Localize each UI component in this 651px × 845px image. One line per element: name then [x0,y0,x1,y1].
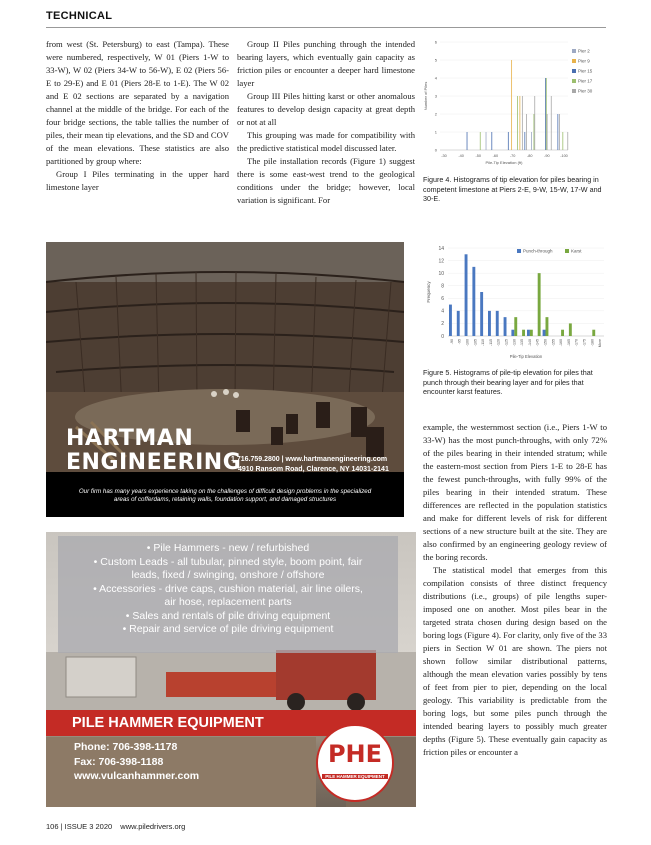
legend-swatch [572,69,576,73]
legend-label: Pier 17 [578,78,593,84]
bar [567,132,568,150]
legend-label: Pier 30 [578,88,593,94]
bar [457,311,460,336]
pile-hammer-equipment-ad[interactable] [46,532,416,807]
y-tick-label: 10 [438,270,444,277]
bar [508,132,509,150]
bar [543,330,546,336]
y-tick-label: 4 [434,75,437,81]
page-number: 106 [46,822,59,831]
section-header: TECHNICAL [46,10,113,22]
bar [551,96,552,150]
x-tick-label: -120 [496,339,501,347]
bar [562,132,563,150]
bar [511,330,514,336]
x-tick-label: -155 [551,339,556,347]
x-tick-label: -145 [535,339,540,347]
legend-label: Punch-through [523,248,553,254]
phe-logo-letters: PHE [327,740,383,768]
phe-logo-caption: PILE HAMMER EQUIPMENT [322,774,388,779]
x-tick-label: -160 [559,339,564,347]
hartman-contact[interactable]: 1.716.759.2800 | www.hartmanengineering.com [231,456,388,463]
legend-label: Pier 9 [578,58,590,64]
x-tick-label: -100 [560,154,568,158]
bar [592,330,595,336]
phe-banner-text: PILE HAMMER EQUIPMENT [72,715,264,731]
bar [559,114,560,150]
bar [467,132,468,150]
service-line: • Accessories - drive caps, cushion material, air line oilers, [93,582,363,595]
paragraph: from west (St. Petersburg) to east (Tampa). These were numbered, respectively, W 01 (Piers 1-W to 33-W), W 02 (Piers 34-W to 56-W), E 02 (Piers 56-E to 29-E) and E 01 (Piers 28-E to 1-E). The W 02 and E 02 sections are separated by a navigation channel at the middle of the bridge. For each of the four bridge sections, the table tallies the number of piles, their mean tip elevations, and the SD and COV of the mean elevations. These statistics are also partitioned by group where: [46,39,229,166]
paragraph: Group I Piles terminating in the upper hard limestone layer [46,169,229,192]
bar [504,317,507,336]
x-tick-label: -140 [527,339,532,347]
bar [517,96,518,150]
page-footer [46,822,185,831]
bar [522,96,523,150]
footer-website[interactable]: www.piledrivers.org [120,822,186,831]
bar [538,273,541,336]
service-line: leads, fixed / swinging, onshore / offshore [131,569,325,581]
header-rule [46,27,606,28]
bar [472,267,475,336]
phe-logo [316,724,394,802]
paragraph: Group III Piles hitting karst or other anomalous features to develop design capacity at great depth or not at all [237,91,415,127]
y-tick-label: 8 [441,283,444,290]
text-column-2 [237,38,415,207]
bar [561,330,564,336]
paragraph: Group II Piles punching through the intended bearing layers, which eventually gain capacity as friction piles or encounter a deeper hard limestone layer [237,39,415,88]
x-tick-label: -90 [449,339,454,345]
x-tick-label: -105 [473,339,478,347]
figure-4-chart [422,38,608,170]
hartman-engineering-ad[interactable] [46,242,404,517]
y-tick-label: 12 [438,258,444,265]
y-tick-label: 2 [434,111,437,117]
bar [557,114,558,150]
x-tick-label: -50 [475,154,482,158]
paragraph: The pile installation records (Figure 1) suggest there is some east-west trend to the geological conditions under the bridge; however, local variation is significant. For [237,156,415,205]
bar [480,132,481,150]
bar [526,114,527,150]
legend-swatch [572,59,576,63]
x-tick-label: -170 [574,339,579,347]
x-tick-label: -95 [457,339,462,345]
x-tick-label: -60 [492,154,499,158]
y-tick-label: 0 [441,333,444,340]
bar [531,132,532,150]
text-column-3 [423,421,607,759]
hartman-name-line-2: ENGINEERING [66,450,242,475]
bar [530,330,533,336]
x-axis-label: Pile-Tip Elevation (ft) [485,160,523,165]
x-tick-label: -180 [590,339,595,347]
footer-divider: | [60,822,65,831]
bar [546,317,549,336]
figure-5-caption: Figure 5. Histograms of pile-tip elevation for piles that punch through their bearing layer and for piles that encounter karst features. [423,368,593,396]
legend-swatch [572,49,576,53]
hartman-tagline: Our firm has many years experience taking on the challenges of difficult design problems in the specialized areas of cofferdams, retaining walls, foundation support, and damaged structures [78,488,372,503]
y-tick-label: 14 [438,245,444,252]
x-tick-label: -70 [509,154,516,158]
x-tick-label: -175 [582,339,587,347]
y-tick-label: 6 [434,39,437,45]
service-line: • Repair and service of pile driving equipment [122,623,334,635]
y-tick-label: 2 [441,321,444,328]
text-column-1 [46,38,229,194]
bar [480,292,483,336]
y-axis-label: Frequency [426,281,431,303]
legend-swatch [572,89,576,93]
x-tick-label: -30 [441,154,447,158]
bar [534,114,535,150]
y-tick-label: 6 [441,296,444,303]
bar [522,330,525,336]
bar [488,311,491,336]
bar [534,96,535,150]
x-tick-label: -135 [520,339,525,347]
paragraph: example, the westernmost section (i.e., Piers 1-W to 33-W) has the most punch-throughs, with only 72% of the piles bearing in their intended stratum; while the eastern-most section from Piers 1-E to 28-E has the fewest punch-throughs, with fully 99% of the piles bearing in their intended stratum. These differences are reflected in the population statistics and make for different levels of risk for different sections of a new structure built at the site. They are also confirmed by an engineering geology review of the boring records. [423,422,607,562]
figure-5-chart [422,240,608,362]
x-tick-label: -115 [488,339,493,346]
service-line: • Sales and rentals of pile driving equipment [125,609,331,622]
service-line: • Custom Leads - all tubular, pinned style, boom point, fair [93,555,363,568]
x-tick-label: -90 [544,154,550,158]
bar [511,60,512,150]
y-tick-label: 0 [434,147,437,153]
legend-swatch [565,249,569,253]
hartman-address: 4910 Ransom Road, Clarence, NY 14031-2141 [238,466,389,473]
bar [527,330,530,336]
legend-label: Pier 15 [578,68,593,74]
y-tick-label: 1 [434,129,437,135]
y-tick-label: 3 [434,93,437,99]
bar [569,323,572,336]
bar [545,78,546,150]
services-list [58,542,398,637]
phe-website[interactable]: www.vulcanhammer.com [74,770,200,782]
legend-swatch [517,249,521,253]
legend-label: Pier 2 [578,48,590,54]
paragraph: The statistical model that emerges from this compilation consists of three distinct frequency distributions (i.e., groups) of pile lengths super-imposed one on another. Most piles bear in the targeted strata chosen during design based on the boring logs (Figure 4). For clarity, only five of the 33 piers in Section W 01 are shown. The piers not shown follow similar distributional patterns, although the mean elevation varies possibly by tens of feet from pier to pier, depending on the local geology. This variability is predictable from the boring logs, but some piles punch through the intended bearing layers to possibly much greater depths (Figure 5). These eventually gain capacity as friction piles or encounter a [423,565,607,757]
bar [519,96,520,150]
phe-contact [74,740,199,784]
y-axis-label: Number of Piles [423,81,428,111]
x-axis-label: Pile-Tip Elevation [509,354,543,359]
service-line: air hose, replacement parts [164,596,292,608]
bar [547,114,548,150]
bar [514,317,517,336]
figure-4-caption: Figure 4. Histograms of tip elevation for piles bearing in competent limestone at Piers 2-E, 9-W, 15-W, 17-W and 30-E. [423,175,602,203]
legend-swatch [572,79,576,83]
bar [524,132,525,150]
bar [546,78,547,150]
x-tick-label: -100 [465,339,470,347]
bar [496,311,499,336]
bar [449,305,452,336]
x-tick-label: More [598,339,603,348]
bar [486,132,487,150]
x-tick-label: -110 [481,339,486,346]
y-tick-label: 5 [434,57,437,63]
x-tick-label: -125 [504,339,509,347]
x-tick-label: -150 [543,339,548,347]
hartman-name-line-1: HARTMAN [66,426,194,451]
x-tick-label: -80 [526,154,533,158]
y-tick-label: 4 [441,308,444,315]
bar [465,254,468,336]
x-tick-label: -165 [566,339,571,347]
service-line: • Pile Hammers - new / refurbished [146,542,310,554]
legend-label: Karst [571,248,582,254]
paragraph: This grouping was made for compatibility with the predictive statistical model discussed later. [237,130,415,153]
issue-label: ISSUE 3 2020 [64,822,113,831]
x-tick-label: -40 [458,154,464,158]
x-tick-label: -130 [512,339,517,347]
phe-phone[interactable]: Phone: 706-398-1178 [74,741,178,753]
bar [491,132,492,150]
phe-fax: Fax: 706-398-1188 [74,755,164,768]
